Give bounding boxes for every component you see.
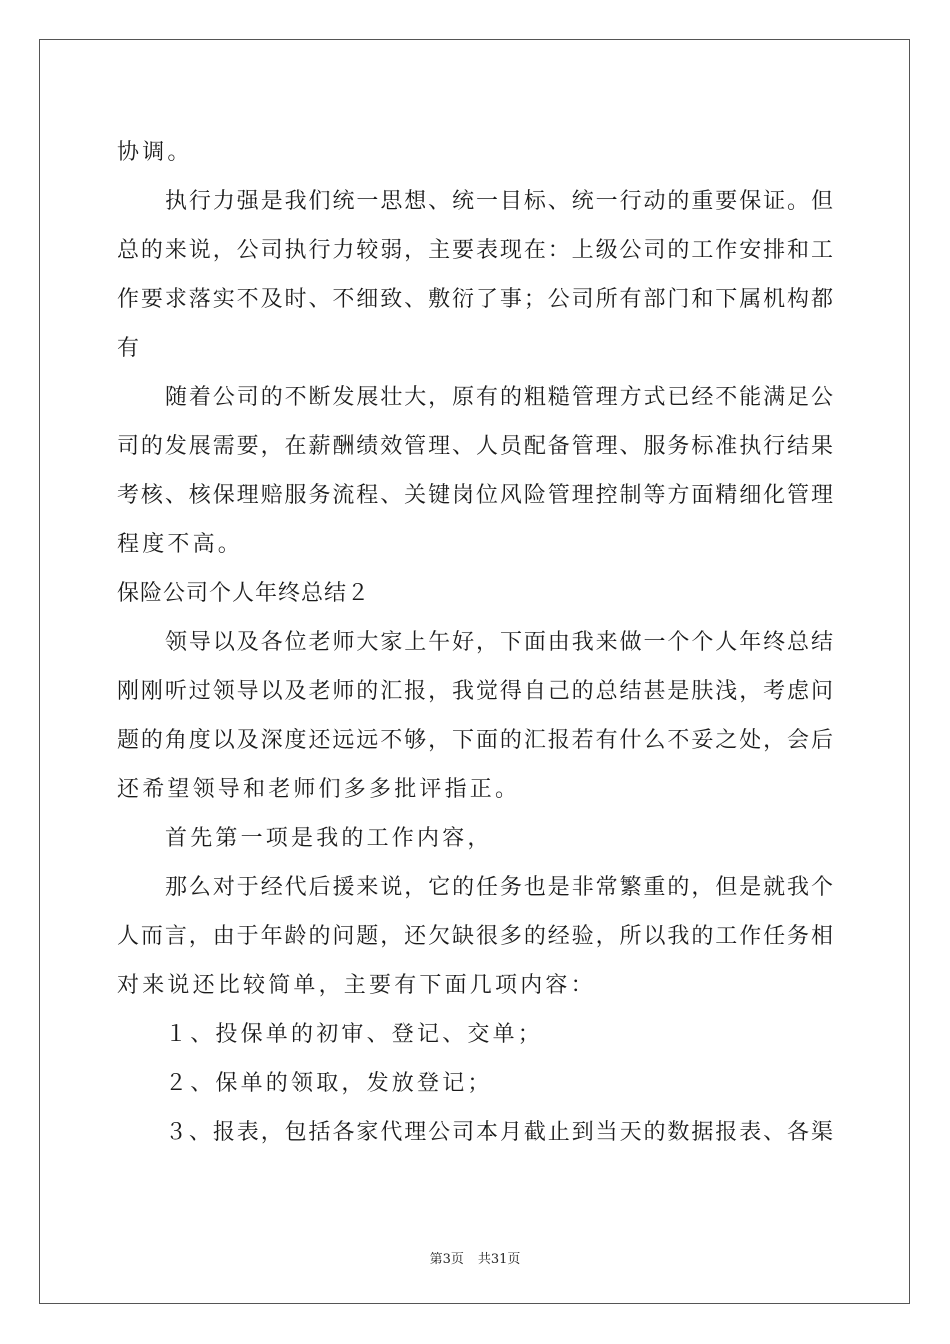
text-line: 随着公司的不断发展壮大，原有的粗糙管理方式已经不能满足公 [165,385,833,410]
text-line: 对来说还比较简单，主要有下面几项内容： [117,973,596,998]
text-line: 领导以及各位老师大家上午好，下面由我来做一个个人年终总结 [165,630,833,655]
section-heading: 保险公司个人年终总结２ [117,581,371,606]
list-item: ３、报表，包括各家代理公司本月截止到当天的数据报表、各渠 [165,1120,833,1145]
page-footer [0,1248,950,1267]
text-line: 考核、核保理赔服务流程、关键岗位风险管理控制等方面精细化管理 [117,483,833,508]
text-line: 执行力强是我们统一思想、统一目标、统一行动的重要保证。但 [165,189,833,214]
text-line: 刚刚听过领导以及老师的汇报，我觉得自己的总结甚是肤浅，考虑问 [117,679,833,704]
text-line: 还希望领导和老师们多多批评指正。 [117,777,521,802]
text-line: 那么对于经代后援来说，它的任务也是非常繁重的，但是就我个 [165,875,833,900]
text-line: 人而言，由于年龄的问题，还欠缺很多的经验，所以我的工作任务相 [117,924,833,949]
text-line: 程度不高。 [117,532,244,557]
document-body [117,128,833,1157]
page-total: 共31页 [477,1252,521,1267]
text-line: 有 [117,336,143,361]
list-item: ２、保单的领取，发放登记； [165,1071,493,1096]
text-line: 司的发展需要，在薪酬绩效管理、人员配备管理、服务标准执行结果 [117,434,833,459]
text-line: 作要求落实不及时、不细致、敷衍了事；公司所有部门和下属机构都 [117,287,833,312]
text-line: 首先第一项是我的工作内容， [165,826,493,851]
text-line: 协调。 [117,140,193,165]
page-number: 第3页 [429,1252,464,1267]
list-item: １、投保单的初审、登记、交单； [165,1022,544,1047]
text-line: 总的来说，公司执行力较弱，主要表现在：上级公司的工作安排和工 [117,238,833,263]
text-line: 题的角度以及深度还远远不够，下面的汇报若有什么不妥之处，会后 [117,728,833,753]
